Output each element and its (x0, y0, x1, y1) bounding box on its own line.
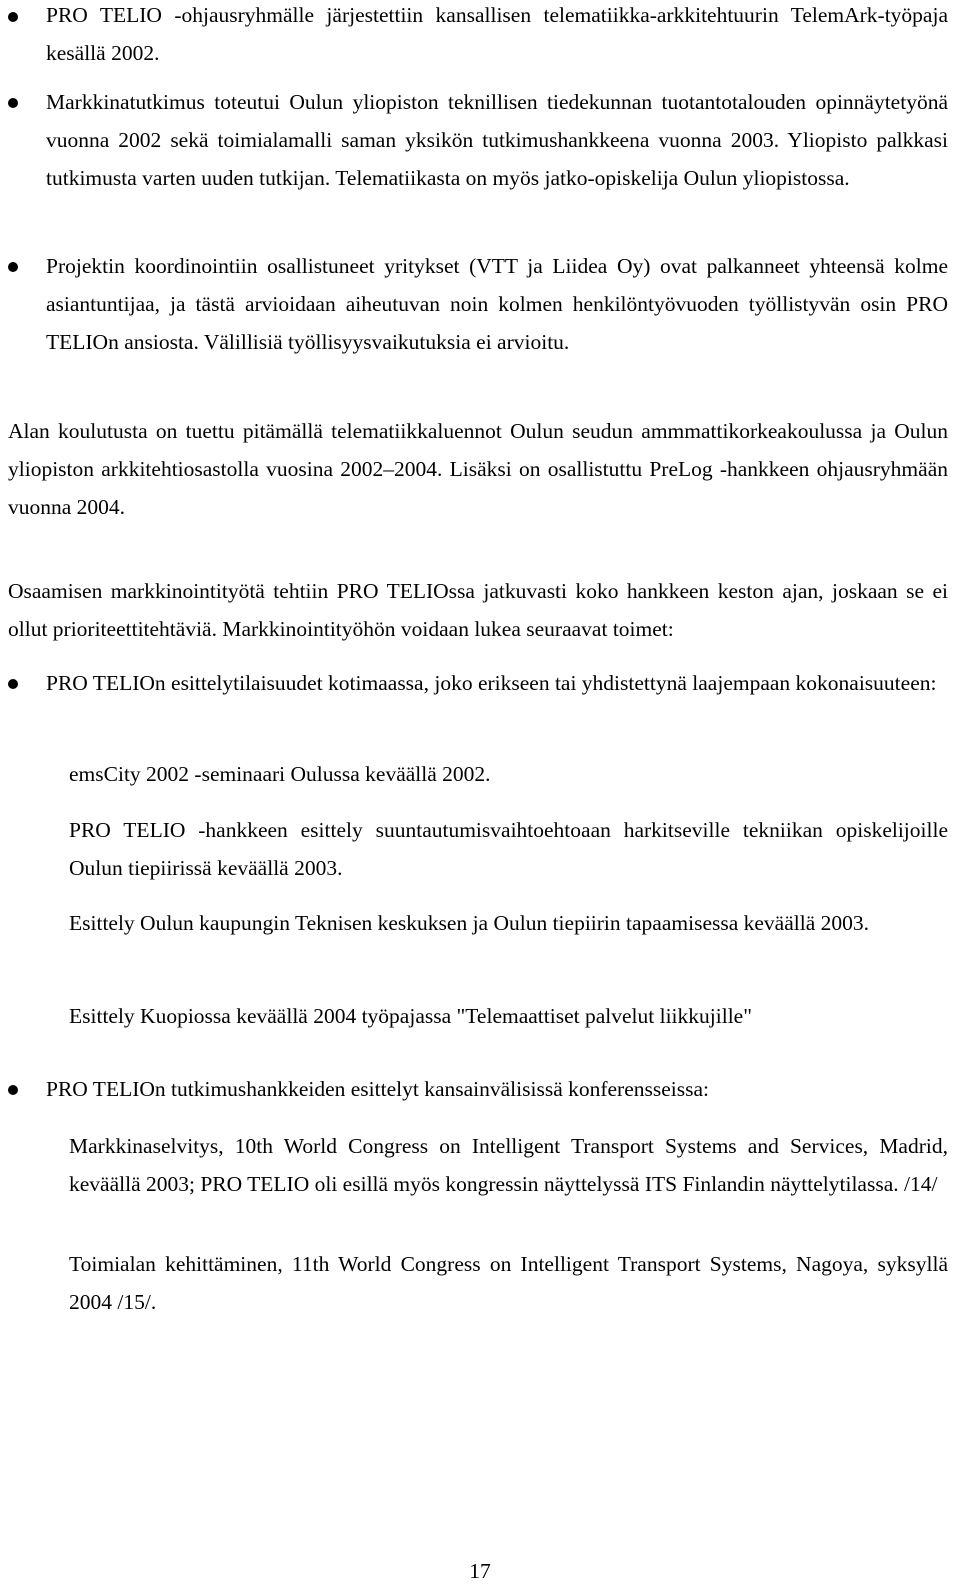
list-item (69, 1245, 948, 1321)
paragraph-marketing (8, 572, 948, 648)
bullet-item-domestic-presentations (46, 664, 948, 702)
bullet-item-international-presentations (46, 1070, 948, 1108)
bullet-text: PRO TELIOn tutkimushankkeiden esittelyt kansainvälisissä konferensseissa: (46, 1077, 710, 1101)
bullet-text: PRO TELIO -ohjausryhmälle järjestettiin kansallisen telematiikka-arkkitehtuurin TelemArk-työpaja kesällä 2002. (46, 3, 948, 65)
list-item-text: Toimialan kehittäminen, 11th World Congress on Intelligent Transport Systems, Nagoya, syksyllä 2004 /15/. (69, 1252, 948, 1314)
bullet-item-telemark-workshop (46, 0, 948, 72)
list-item (69, 811, 948, 887)
paragraph-education (8, 412, 948, 526)
list-item-text: Esittely Oulun kaupungin Teknisen keskuksen ja Oulun tiepiirin tapaamisessa keväällä 2003. (69, 911, 870, 935)
list-item-text: PRO TELIO -hankkeen esittely suuntautumisvaihtoehtoaan harkitseville tekniikan opiskelijoille Oulun tiepiirissä keväällä 2003. (69, 818, 948, 880)
bullet-icon (8, 12, 18, 22)
bullet-icon (8, 679, 18, 689)
bullet-icon (8, 98, 18, 108)
list-item (69, 1127, 948, 1203)
list-item (69, 997, 948, 1035)
bullet-item-market-research (46, 83, 948, 197)
bullet-text: Markkinatutkimus toteutui Oulun yliopiston teknillisen tiedekunnan tuotantotalouden opinnäytetyönä vuonna 2002 sekä toimialamalli saman yksikön tutkimushankkeena vuonna 2003. Yliopisto palkkasi tutkimusta varten uuden tutkijan. Telematiikasta on myös jatko-opiskelija Oulun yliopistossa. (46, 90, 948, 190)
list-item (69, 755, 948, 793)
bullet-icon (8, 1085, 18, 1095)
bullet-icon (8, 262, 18, 272)
list-item-text: emsCity 2002 -seminaari Oulussa keväällä 2002. (69, 762, 491, 786)
bullet-text: Projektin koordinointiin osallistuneet yritykset (VTT ja Liidea Oy) ovat palkanneet yhteensä kolme asiantuntijaa, ja tästä arvioidaan aiheutuvan noin kolmen henkilöntyövuoden työllistyvän osin PRO TELIOn ansiosta. Välillisiä työllisyysvaikutuksia ei arvioitu. (46, 254, 948, 354)
paragraph-text: Alan koulutusta on tuettu pitämällä telematiikkaluennot Oulun seudun ammmattikorkeakoulussa ja Oulun yliopiston arkkitehtiosastolla vuosina 2002–2004. Lisäksi on osallistuttu PreLog -hankkeen ohjausryhmään vuonna 2004. (8, 419, 948, 519)
bullet-item-project-coordination (46, 247, 948, 361)
paragraph-text: Osaamisen markkinointityötä tehtiin PRO TELIOssa jatkuvasti koko hankkeen keston ajan, joskaan se ei ollut prioriteettitehtäviä. Markkinointityöhön voidaan lukea seuraavat toimet: (8, 579, 948, 641)
list-item (69, 904, 948, 942)
bullet-text: PRO TELIOn esittelytilaisuudet kotimaassa, joko erikseen tai yhdistettynä laajempaan kokonaisuuteen: (46, 671, 937, 695)
list-item-text: Esittely Kuopiossa keväällä 2004 työpajassa "Telemaattiset palvelut liikkujille" (69, 1004, 752, 1028)
list-item-text: Markkinaselvitys, 10th World Congress on Intelligent Transport Systems and Services, Madrid, keväällä 2003; PRO TELIO oli esillä myös kongressin näyttelyssä ITS Finlandin näyttelytilassa. /14/ (69, 1134, 948, 1196)
page-number: 17 (469, 1559, 491, 1583)
